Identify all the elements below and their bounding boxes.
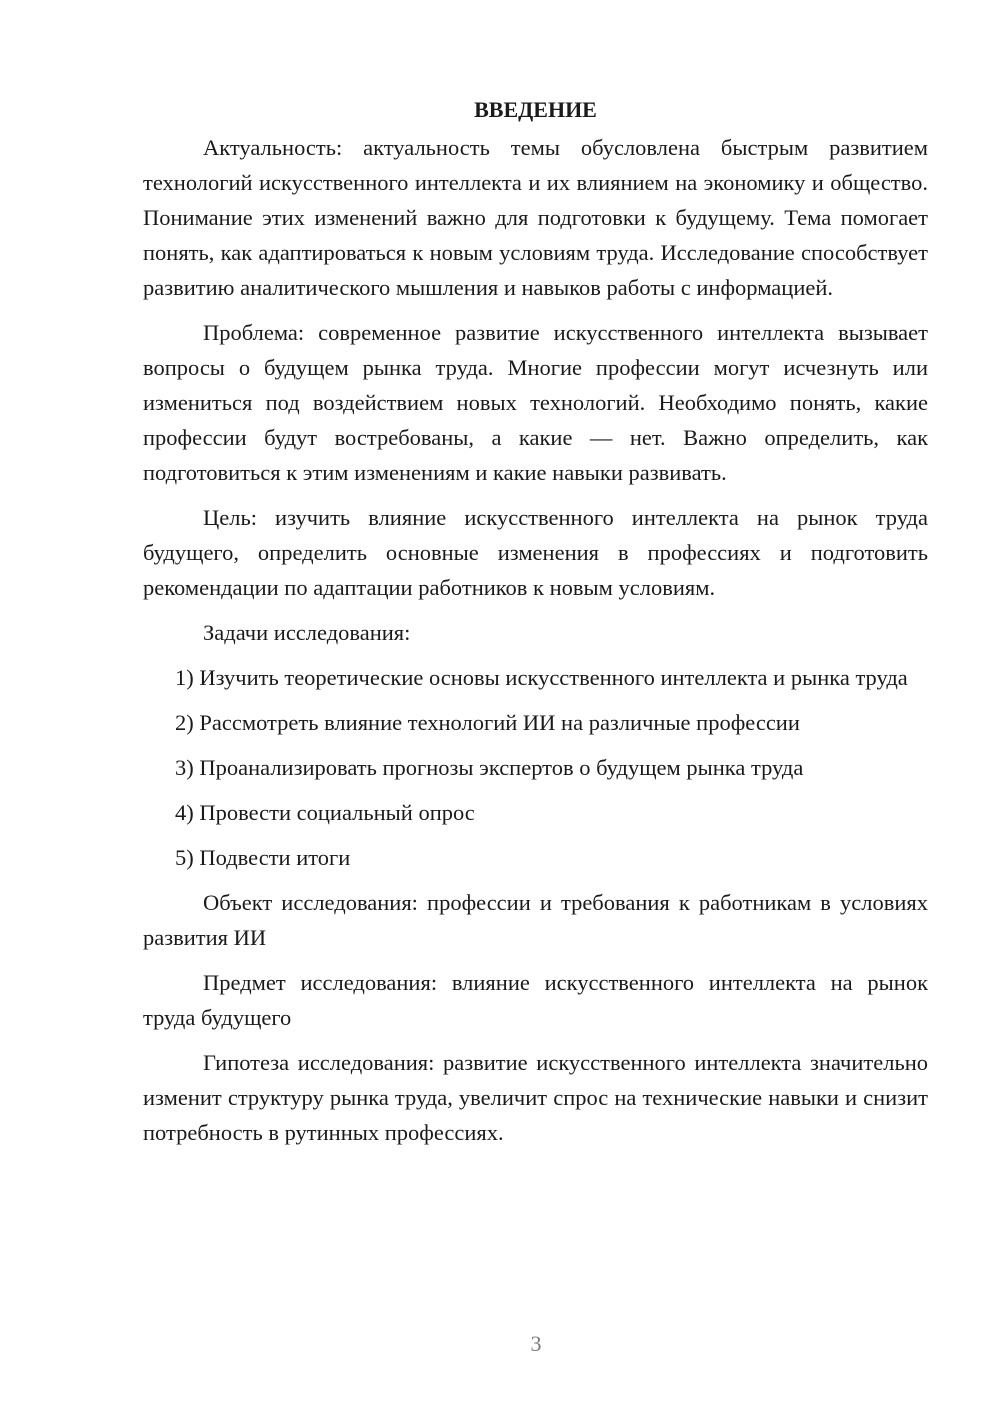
paragraph-hypothesis: Гипотеза исследования: развитие искусственного интеллекта значительно изменит структуру рынка труда, увеличит спрос на технические навыки и снизит потребность в рутинных профессиях. bbox=[143, 1050, 928, 1145]
paragraph-object: Объект исследования: профессии и требования к работникам в условиях развития ИИ bbox=[143, 890, 928, 950]
page-title: ВВЕДЕНИЕ bbox=[474, 97, 597, 122]
paragraph-subject: Предмет исследования: влияние искусственного интеллекта на рынок труда будущего bbox=[143, 970, 928, 1030]
paragraph-tasks-heading: Задачи исследования: bbox=[203, 620, 411, 645]
paragraph-relevance: Актуальность: актуальность темы обусловлена быстрым развитием технологий искусственного интеллекта и их влиянием на экономику и общество. Понимание этих изменений важно для подготовки к будущему. Тема помогает понять, как адаптироваться к новым условиям труда. Исследование способствует развитию аналитического мышления и навыков работы с информацией. bbox=[143, 135, 928, 300]
page-number: 3 bbox=[530, 1331, 542, 1356]
paragraph-problem: Проблема: современное развитие искусственного интеллекта вызывает вопросы о будущем рынка труда. Многие профессии могут исчезнуть или измениться под воздействием новых технологий. Необходимо понять, какие профессии будут востребованы, а какие — нет. Важно определить, как подготовиться к этим изменениям и какие навыки развивать. bbox=[143, 320, 928, 485]
task-list-item: 5) Подвести итоги bbox=[175, 845, 351, 870]
task-list-item: 3) Проанализировать прогнозы экспертов о будущем рынка труда bbox=[175, 755, 804, 780]
paragraph-goal: Цель: изучить влияние искусственного интеллекта на рынок труда будущего, определить основные изменения в профессиях и подготовить рекомендации по адаптации работников к новым условиям. bbox=[143, 505, 928, 600]
task-list-item: 2) Рассмотреть влияние технологий ИИ на различные профессии bbox=[175, 710, 800, 735]
task-list-item: 4) Провести социальный опрос bbox=[175, 800, 475, 825]
task-list-item: 1) Изучить теоретические основы искусственного интеллекта и рынка труда bbox=[175, 665, 908, 690]
document-body bbox=[143, 92, 928, 1160]
